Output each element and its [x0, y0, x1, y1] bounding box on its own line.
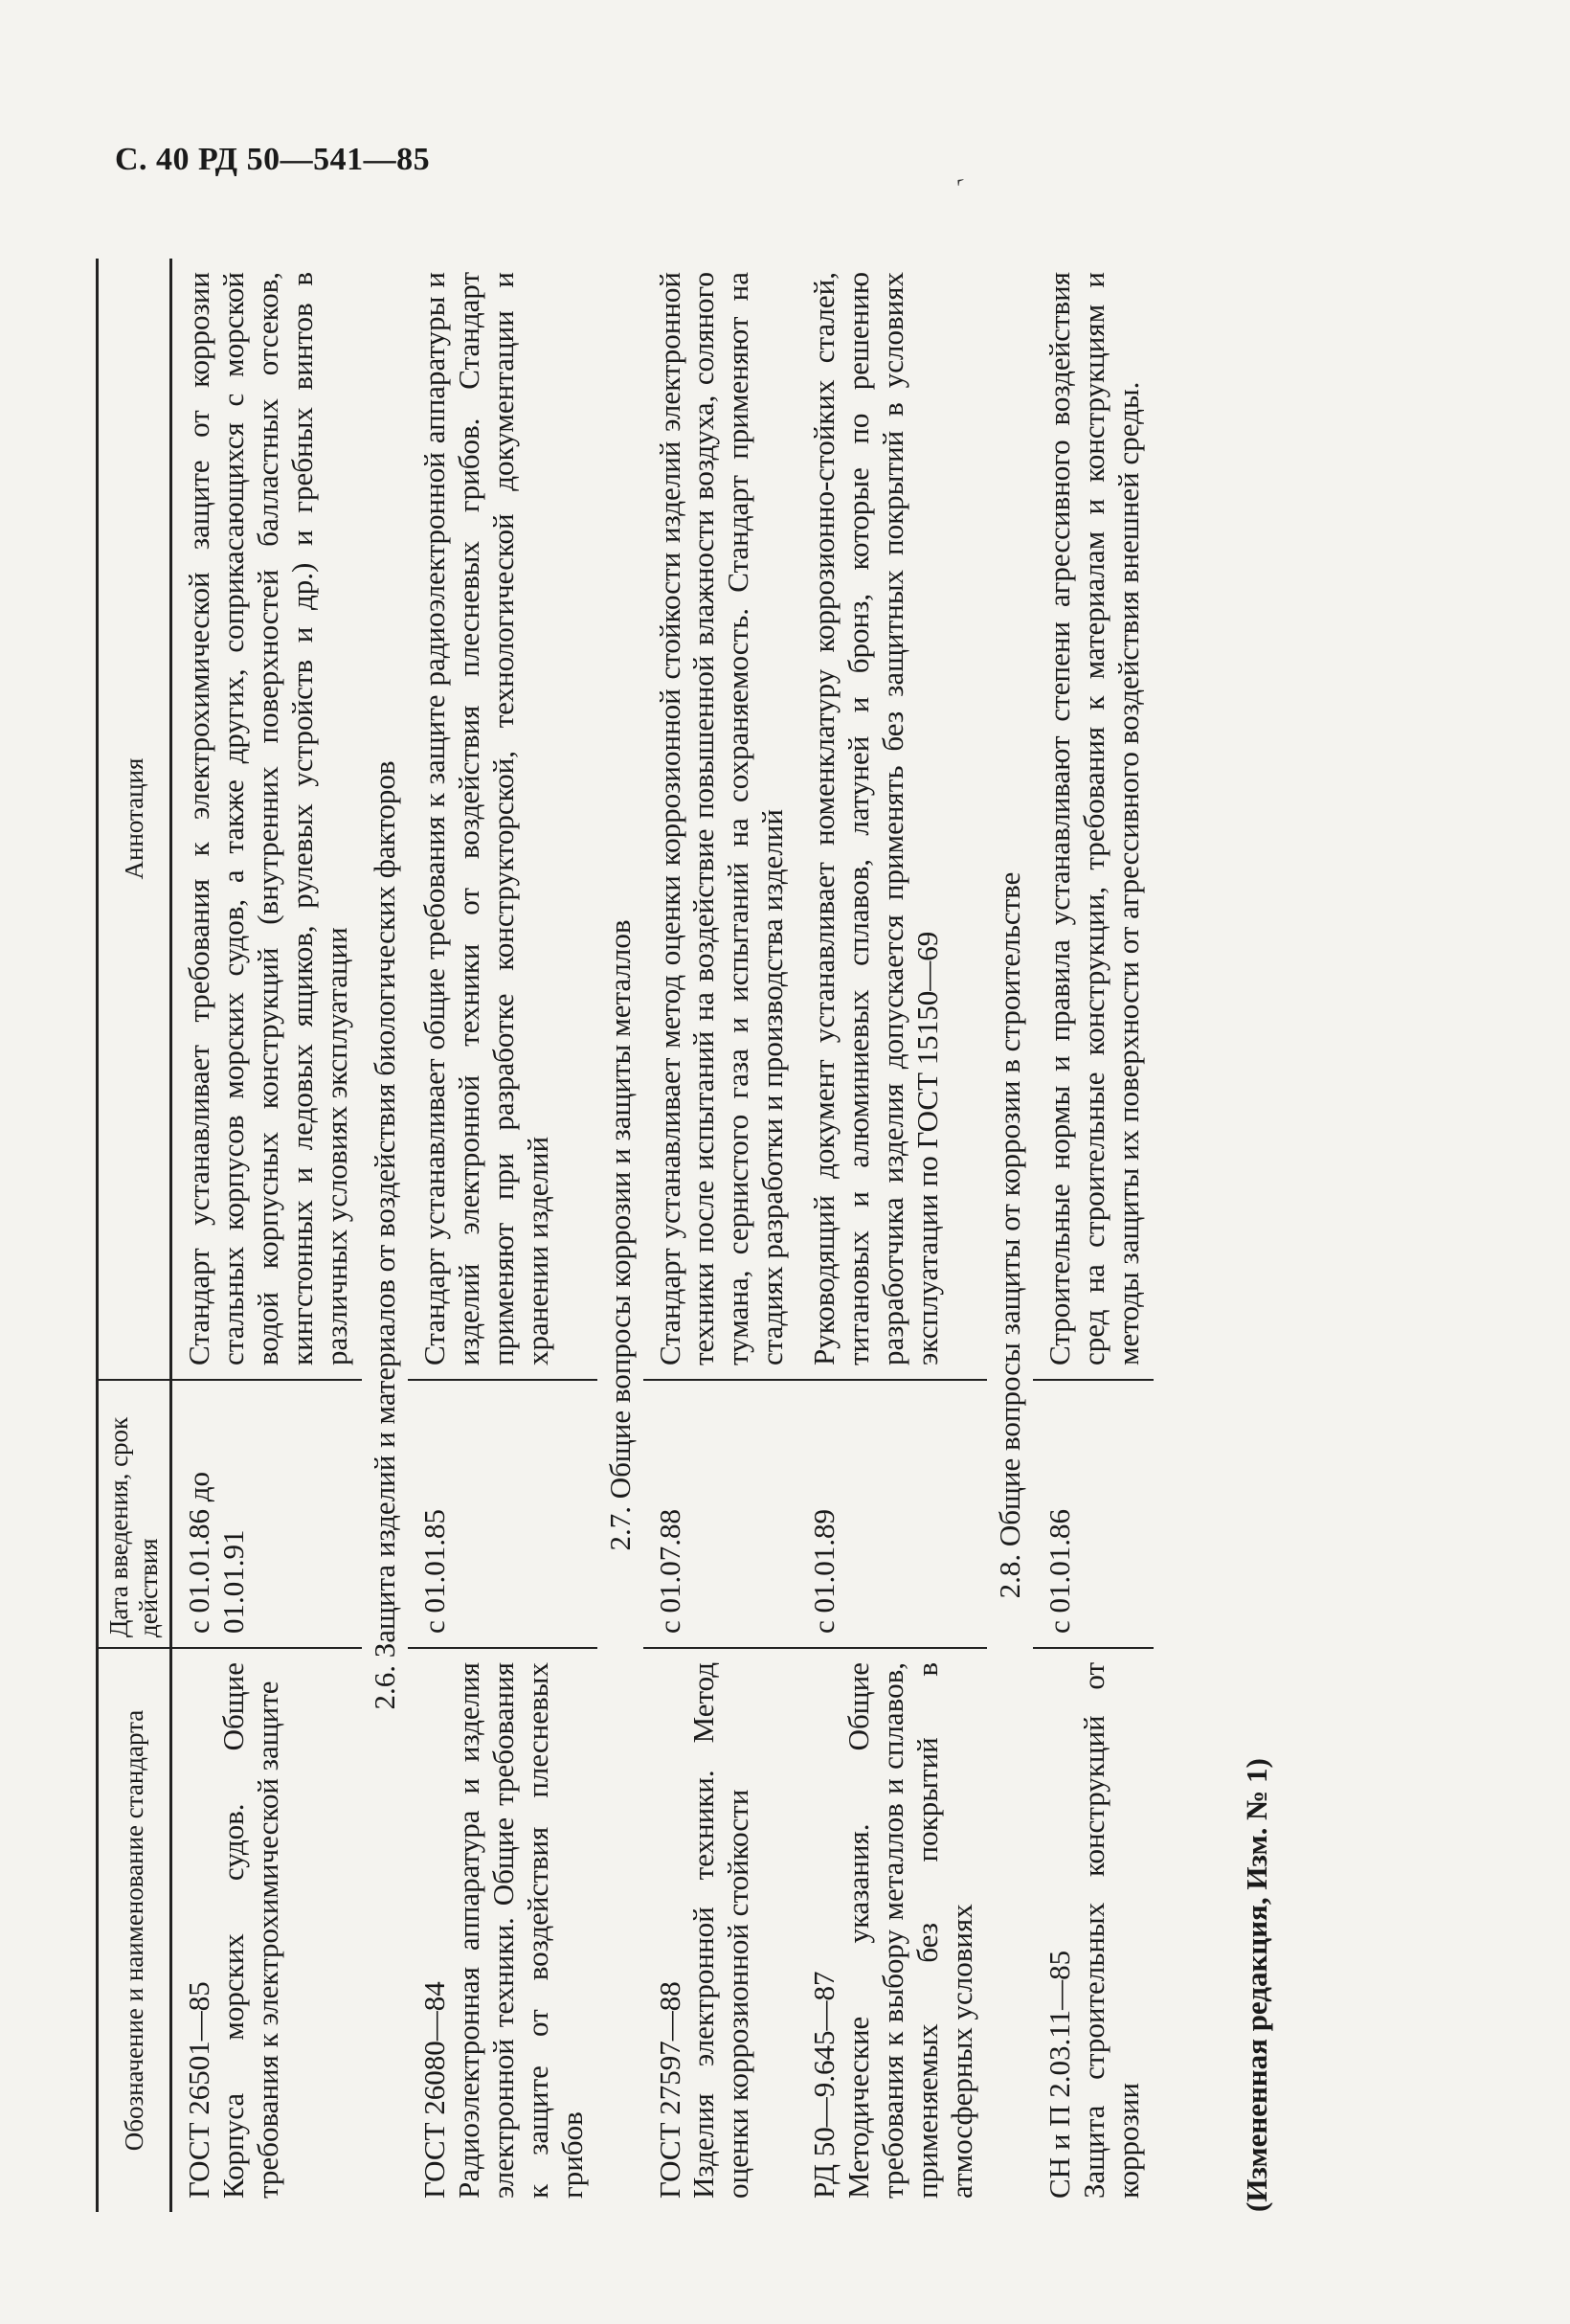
date-cell: с 01.01.86	[1033, 1380, 1154, 1648]
rotated-page	[96, 259, 1379, 2212]
table-row	[408, 259, 597, 2212]
date-cell: с 01.01.89	[797, 1380, 987, 1648]
scan-mark: ‹	[951, 168, 972, 192]
annotation-cell: Стандарт устанавливает общие требования к защите радиоэлектронной аппаратуры и изделий электронной техники от воздействия плесневых грибов. Стандарт применяют при разработке конструкторской, технологической документации и хранении изделий	[416, 272, 554, 1365]
section-row	[987, 259, 1033, 2212]
designation-cell	[171, 1648, 362, 2212]
designation-cell	[1033, 1648, 1154, 2212]
annotation-cell: Руководящий документ устанавливает номенклатуру коррозионно-стойких сталей, титановых и алюминиевых сплавов, латуней и бронз, которые по решению разработчика изделия допускается применять без защитных покрытий в условиях эксплуатации по ГОСТ 15150—69	[807, 272, 945, 1365]
standard-name: Корпуса морских судов. Общие требования к электрохимической защите	[216, 1662, 284, 2199]
section-title: 2.7. Общие вопросы коррозии и защиты металлов	[602, 919, 637, 1551]
date-cell: с 01.07.88	[643, 1380, 798, 1648]
date-cell: с 01.01.85	[408, 1380, 597, 1648]
annotation-cell: Стандарт устанавливает метод оценки коррозионной стойкости изделий электронной техники после испытаний на воздействие повышенной влажности воздуха, соляного тумана, сернистого газа и испытаний на сохраняемость. Стандарт применяют на стадиях разработки и производства изделий	[652, 272, 790, 1365]
standard-code: ГОСТ 26080—84	[416, 1981, 451, 2199]
column-header-annotation: Аннотация	[98, 259, 171, 1380]
table-row	[171, 259, 362, 2212]
standard-code: ГОСТ 27597—88	[652, 1981, 686, 2199]
section-row	[597, 259, 643, 2212]
column-header-designation: Обозначение и наименование стандарта	[98, 1648, 171, 2212]
standard-name: Радиоэлектронная аппаратура и изделия электронной техники. Общие требования к защите от воздействия плесневых грибов	[451, 1662, 589, 2199]
table-row	[1033, 259, 1154, 2212]
table-row	[797, 259, 987, 2212]
designation-cell	[643, 1648, 798, 2212]
standard-name: Изделия электронной техники. Метод оценки коррозионной стойкости	[686, 1662, 755, 2199]
table-header-row	[98, 259, 171, 2212]
annotation-cell: Строительные нормы и правила устанавливают степени агрессивного воздействия сред на строительные конструкции, требования к материалам и конструкциям и методы защиты их поверхности от агрессивного воздействия внешней среды.	[1043, 272, 1145, 1365]
column-header-date: Дата введения, срок действия	[98, 1380, 171, 1648]
standard-name: Защита строительных конструкций от коррозии	[1077, 1662, 1145, 2199]
standard-code: ГОСТ 26501—85	[182, 1981, 216, 2199]
section-row	[362, 259, 408, 2212]
section-title: 2.6. Защита изделий и материалов от воздействия биологических факторов	[367, 760, 401, 1710]
revision-note: (Измененная редакция, Изм. № 1)	[1240, 1758, 1273, 2212]
standard-name: Методические указания. Общие требования к выбору металлов и сплавов, применяемых без покрытий в атмосферных условиях	[841, 1662, 979, 2199]
standards-table	[96, 259, 1154, 2212]
section-title: 2.8. Общие вопросы защиты от коррозии в строительстве	[993, 871, 1027, 1599]
table-row	[643, 259, 798, 2212]
page-header: С. 40 РД 50—541—85	[115, 142, 431, 177]
designation-cell	[797, 1648, 987, 2212]
designation-cell	[408, 1648, 597, 2212]
date-cell: с 01.01.86 до 01.01.91	[171, 1380, 362, 1648]
standard-code: СН и П 2.03.11—85	[1043, 1950, 1077, 2199]
annotation-cell: Стандарт устанавливает требования к электрохимической защите от коррозии стальных корпусов морских судов, а также других, соприкасающихся с морской водой корпусных конструкций (внутренних поверхностей балластных отсеков, кингстонных и ледовых ящиков, рулевых устройств и др.) и гребных винтов в различных условиях эксплуатации	[182, 272, 353, 1365]
standard-code: РД 50—9.645—87	[807, 1971, 841, 2199]
